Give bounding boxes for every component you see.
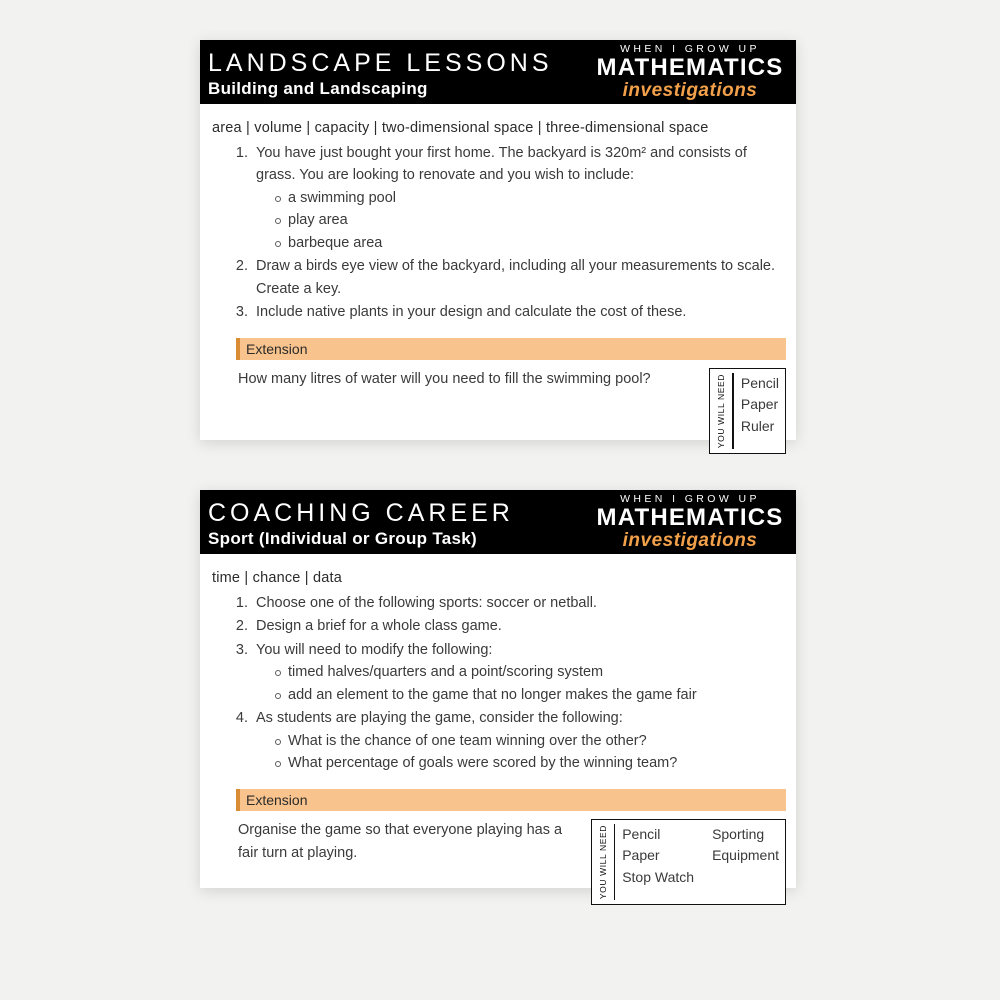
task-item (252, 639, 782, 706)
task-item: 2. Design a brief for a whole class game. (252, 615, 782, 637)
task-list (200, 592, 796, 775)
header-title-block (200, 490, 586, 554)
you-will-need-column (712, 824, 779, 900)
extension-body (200, 360, 796, 454)
you-will-need-box (591, 819, 786, 905)
you-will-need-columns (622, 824, 779, 900)
brand-tagline: WHEN I GROW UP (620, 42, 760, 55)
card-subtitle: Building and Landscaping (208, 78, 428, 98)
task-text: You will need to modify the following: (256, 641, 493, 658)
task-item: 2. Draw a birds eye view of the backyard, including all your measurements to scale. Create a key. (252, 255, 782, 300)
material-item: Paper (740, 396, 779, 413)
subtask-item: barbeque area (274, 232, 782, 254)
brand-logo (586, 40, 796, 104)
card-title: LANDSCAPE LESSONS (208, 49, 553, 78)
material-item: Pencil (622, 825, 661, 842)
extension-body (200, 811, 796, 905)
subtask-list (256, 730, 782, 775)
brand-subname: investigations (622, 529, 758, 551)
subtask-list (256, 661, 782, 706)
extension-text: How many litres of water will you need to fill the swimming pool? (238, 370, 651, 387)
extension-text: Organise the game so that everyone playing has a fair turn at playing. (238, 821, 563, 861)
card-title: COACHING CAREER (208, 499, 514, 528)
card-header (200, 490, 796, 554)
strand-list: time | chance | data (212, 570, 343, 586)
subtask-item: timed halves/quarters and a point/scoring system (274, 661, 782, 683)
brand-name: MATHEMATICS (596, 503, 784, 531)
card-header (200, 40, 796, 104)
task-item: 1. Choose one of the following sports: soccer or netball. (252, 592, 782, 614)
you-will-need-label: YOU WILL NEED (716, 373, 727, 448)
brand-tagline: WHEN I GROW UP (620, 492, 760, 505)
material-item: Pencil (740, 374, 779, 391)
you-will-need-box (709, 368, 786, 454)
strand-list: area | volume | capacity | two-dimensional space | three-dimensional space (212, 120, 709, 136)
subtask-item: What percentage of goals were scored by the winning team? (274, 752, 782, 774)
task-text: As students are playing the game, consider the following: (256, 710, 623, 727)
you-will-need-columns (741, 373, 779, 449)
task-text: You have just bought your first home. The backyard is 320m² and consists of grass. You are looking to renovate and you wish to include: (256, 145, 747, 184)
you-will-need-label: YOU WILL NEED (597, 824, 608, 899)
brand-logo (586, 490, 796, 554)
investigation-card-landscape (200, 40, 796, 448)
extension-label: Extension (236, 789, 786, 811)
brand-subname: investigations (622, 79, 758, 101)
subtask-item: a swimming pool (274, 187, 782, 209)
header-title-block (200, 40, 586, 104)
material-item: Ruler (740, 418, 775, 435)
you-will-need-column (622, 824, 694, 900)
extension-label: Extension (236, 338, 786, 360)
material-item: Sporting (712, 825, 765, 842)
material-item: Equipment (712, 847, 779, 864)
you-will-need-column (741, 373, 779, 449)
task-item: 3. Include native plants in your design and calculate the cost of these. (252, 301, 782, 323)
task-item (252, 707, 782, 774)
divider (614, 824, 616, 900)
task-list (200, 142, 796, 324)
card-subtitle: Sport (Individual or Group Task) (208, 528, 478, 548)
subtask-list (256, 187, 782, 254)
task-item (252, 142, 782, 254)
subtask-item: add an element to the game that no longer makes the game fair (274, 684, 782, 706)
subtask-item: play area (274, 209, 782, 231)
divider (732, 373, 734, 449)
material-item: Stop Watch (622, 869, 695, 886)
subtask-item: What is the chance of one team winning over the other? (274, 730, 782, 752)
investigation-card-coaching (200, 490, 796, 899)
brand-name: MATHEMATICS (596, 53, 784, 81)
material-item: Paper (622, 847, 660, 864)
